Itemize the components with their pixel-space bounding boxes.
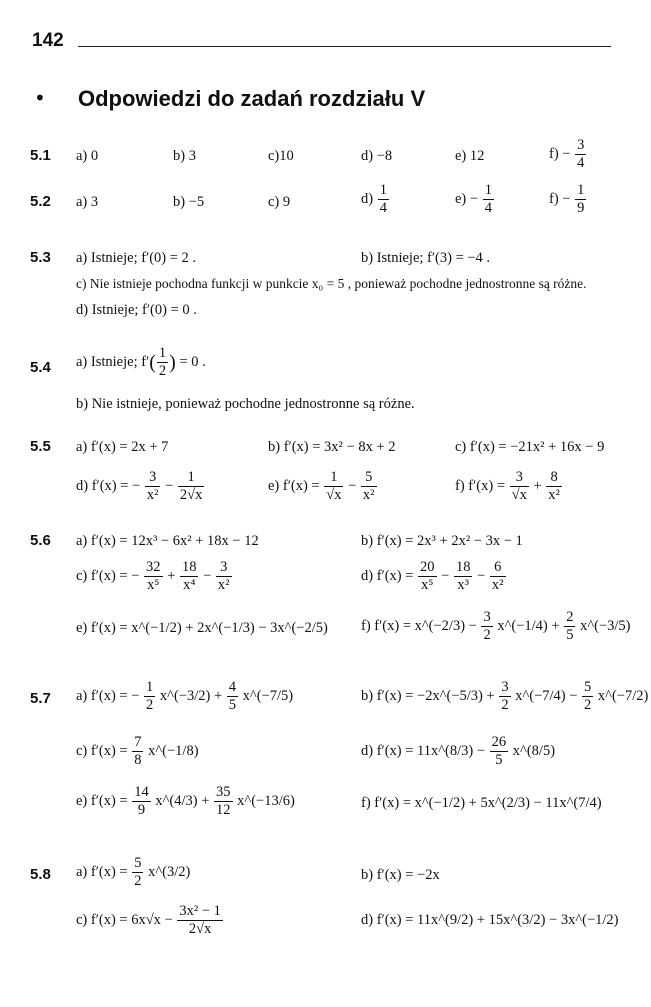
answer-c: c) f′(x) = − $\frac{32}{\text{x⁵}}$ + $\frac{18}{\text{x⁴}}$ − $\frac{3}{\text{x²}}$: [76, 559, 230, 593]
answer-d: d) Istnieje; f′(0) = 0 .: [76, 302, 197, 318]
answer-b: b) f′(x) = −2x^(−5/3) + $\frac{3}{2}$ x^(−7/4) − $\frac{5}{2}$ x^(−7/2): [361, 679, 649, 713]
header-rule: [78, 46, 611, 47]
answer-c: c) f′(x) = −21x² + 16x − 9: [455, 439, 605, 455]
answer-a: a) Istnieje; f′( $\frac{1}{2}$ ) = 0 .: [76, 345, 206, 379]
answer-b: b) f′(x) = −2x: [361, 867, 440, 883]
problem-label: 5.8: [30, 866, 51, 883]
answer-d: d) $\frac{1}{4}$: [361, 182, 387, 216]
answer-c: c) f′(x) = $\frac{7}{8}$ x^(−1/8): [76, 734, 199, 768]
answer-e: e) 12: [455, 148, 485, 164]
problem-label: 5.6: [30, 532, 51, 549]
problem-label: 5.3: [30, 249, 51, 266]
answer-d: d) f′(x) = 11x^(8/3) − $\frac{26}{5}$ x^(8/5): [361, 734, 556, 768]
answer-c: c) 9: [268, 194, 291, 210]
problem-label: 5.5: [30, 438, 51, 455]
problem-label: 5.4: [30, 359, 51, 376]
answer-f: f) − $\frac{1}{9}$: [549, 182, 585, 216]
answer-d: d) f′(x) = 11x^(9/2) + 15x^(3/2) − 3x^(−1/2): [361, 912, 619, 928]
answer-e: e) f′(x) = x^(−1/2) + 2x^(−1/3) − 3x^(−2/5): [76, 620, 328, 636]
answer-f: f) f′(x) = x^(−1/2) + 5x^(2/3) − 11x^(7/4): [361, 795, 602, 811]
answer-b: b) −5: [173, 194, 205, 210]
answer-d: d) −8: [361, 148, 393, 164]
answer-f: f) f′(x) = x^(−2/3) − $\frac{3}{2}$ x^(−1/4) + $\frac{2}{5}$ x^(−3/5): [361, 609, 631, 643]
answer-a: a) 3: [76, 194, 99, 210]
problem-label: 5.7: [30, 690, 51, 707]
answer-a: a) Istnieje; f′(0) = 2 .: [76, 250, 197, 266]
answer-a: a) f′(x) = 2x + 7: [76, 439, 169, 455]
answer-e: e) f′(x) = $\frac{1}{√x}$ − $\frac{5}{\text{x²}}$: [268, 469, 375, 503]
page-number: 142: [32, 30, 64, 51]
answer-b: b) Nie istnieje, ponieważ pochodne jednostronne są różne.: [76, 396, 415, 412]
answer-b: b) 3: [173, 148, 196, 164]
problem-label: 5.1: [30, 147, 51, 164]
answer-a: a) 0: [76, 148, 99, 164]
answer-e: e) − $\frac{1}{4}$: [455, 182, 492, 216]
problem-label: 5.2: [30, 193, 51, 210]
answer-b: b) Istnieje; f′(3) = −4 .: [361, 250, 491, 266]
answer-f: f) − $\frac{3}{4}$: [549, 137, 585, 171]
answer-c: c)10: [268, 148, 294, 164]
answer-a: a) f′(x) = − $\frac{1}{2}$ x^(−3/2) + $\frac{4}{5}$ x^(−7/5): [76, 679, 294, 713]
answer-d: d) f′(x) = $\frac{20}{\text{x⁵}}$ − $\frac{18}{\text{x³}}$ − $\frac{6}{\text{x²}}$: [361, 559, 504, 593]
bullet-icon: •: [34, 86, 46, 110]
answer-c: c) Nie istnieje pochodna funkcji w punkcie x₀ = 5 , ponieważ pochodne jednostronne są różne.: [76, 276, 587, 291]
answer-a: a) f′(x) = $\frac{5}{2}$ x^(3/2): [76, 855, 191, 889]
answer-f: f) f′(x) = $\frac{3}{√x}$ + $\frac{8}{\text{x²}}$: [455, 469, 560, 503]
answer-a: a) f′(x) = 12x³ − 6x² + 18x − 12: [76, 533, 259, 549]
answer-d: d) f′(x) = − $\frac{3}{\text{x²}}$ − $\frac{1}{2√x}$: [76, 469, 203, 503]
answer-b: b) f′(x) = 2x³ + 2x² − 3x − 1: [361, 533, 523, 549]
answer-e: e) f′(x) = $\frac{14}{9}$ x^(4/3) + $\frac{35}{12}$ x^(−13/6): [76, 784, 295, 818]
section-title: Odpowiedzi do zadań rozdziału V: [78, 86, 426, 111]
answer-c: c) f′(x) = 6x√x − $\frac{\text{3x² − 1}}{2√x}$: [76, 903, 221, 937]
answer-b: b) f′(x) = 3x² − 8x + 2: [268, 439, 396, 455]
